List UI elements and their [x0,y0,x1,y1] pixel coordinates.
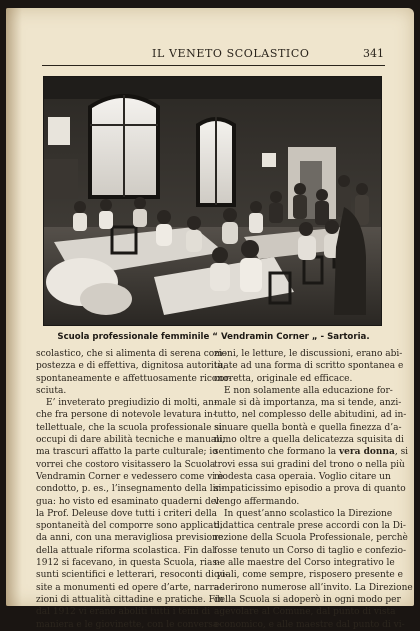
text-line: scolastico, che si alimenta di serena com- [36,349,226,359]
text-line: 1912 si facevano, in questa Scuola, rias- [36,558,221,569]
text-line: In quest’anno scolastico la Direzione [224,508,393,519]
text-line: nimo oltre a quella delicatezza squisita di [214,435,404,446]
text-line: fosse tenuto un Corso di taglio e confezio- [214,545,407,556]
text-line: dal 1912 vi erano aboliti tutti i temi di [36,607,211,618]
running-title: IL VENETO SCOLASTICO [152,47,310,60]
text-line: condotto, p. es., l’insegnamento della lin- [36,484,225,495]
text-line: gua: ho visto ed esaminato quaderni del- [36,496,222,507]
text-line: Vendramin Corner e vedessero come vi è [36,471,224,482]
text-line: da anni, con una meravigliosa previsione [36,533,224,544]
text-column-right [214,348,413,631]
page-gutter-shadow [6,8,22,606]
text-line: E non solamente alla educazione for- [224,385,393,396]
text-line: agevolare al Comune, dal punto di vista [214,607,396,618]
text-line: occupi di dare abilità tecniche e manuali, [36,435,225,446]
text-line: rezione della Scuola Professionale, perchè [214,533,408,544]
page-number: 341 [363,47,384,60]
text-line: trovi essa sui gradini del trono o nella più [214,459,405,470]
text-line: vorrei che costoro visitassero la Scuola [36,459,216,470]
text-line: sentimento che formano la vera donna [214,447,395,458]
text-line: spontaneamente e affettuosamente ricono- [36,373,232,384]
page-header [42,47,384,63]
text-line: la Prof. Deleuse dove tutti i criteri della [36,508,217,519]
text-line: E’ inveterato pregiudizio di molti, an- [46,398,217,409]
text-line: quali, come sempre, risposero presente e [214,570,403,581]
header-rule [42,65,385,66]
text-line: spontaneità del comporre sono applicati, [36,521,223,532]
text-line: maniera e le giovinette, con le conversa- [36,619,222,630]
text-line: economico, e alle maestre dal punto di vi- [214,619,405,630]
sewing-workshop-photo [43,76,382,326]
text-line: che fra persone di notevole levatura in- [36,410,216,421]
text-column-left [36,348,232,631]
text-line: tuate ad una forma di scritto spontanea e [214,361,404,372]
text-line: aderirono numerose all’invito. La Direzione [214,582,413,593]
text-line: sinuare quella bontà e quella finezza d’a- [214,422,402,433]
text-line: sciuta. [36,385,67,396]
text-line: della attuale riforma scolastica. Fin dal [36,545,216,556]
text-line: site a monumenti ed opere d’arte, narra- [36,582,223,593]
text-line: modesta casa operaia. Voglio citare un [214,471,391,482]
text-line: ma trascuri affatto la parte culturale; io [36,447,218,458]
text-line: zioni, le letture, le discussioni, erano abi- [214,349,403,359]
text-line: tellettuale, che la scuola professionale si [36,422,222,433]
text-line: corretta, originale ed efficace. [214,373,353,384]
photo-illustration [44,77,381,325]
text-line: postezza e di effettiva, dignitosa autorità, [36,361,226,372]
text-line: ne alle maestre del Corso integrativo le [214,558,395,569]
photo-caption: Scuola professionale femminile “ Vendramin Corner „ - Sartoria. [57,332,370,342]
text-line: simpaticissimo episodio a prova di quanto [214,484,406,495]
text-line: male si dà importanza, ma si tende, anzi- [214,398,402,409]
text-line: della Scuola si adoperò in ogni modo per [214,594,401,605]
text-line: zioni di attualità cittadine e pratiche. Fin [36,594,224,605]
text-line: vengo affermando. [214,496,300,507]
text-line: didattica centrale prese accordi con la Di- [214,521,406,532]
text-line: sunti scientifici e letterari, resoconti di vi- [36,570,228,581]
text-line: tutto, nel complesso delle abitudini, ad in- [214,410,407,421]
